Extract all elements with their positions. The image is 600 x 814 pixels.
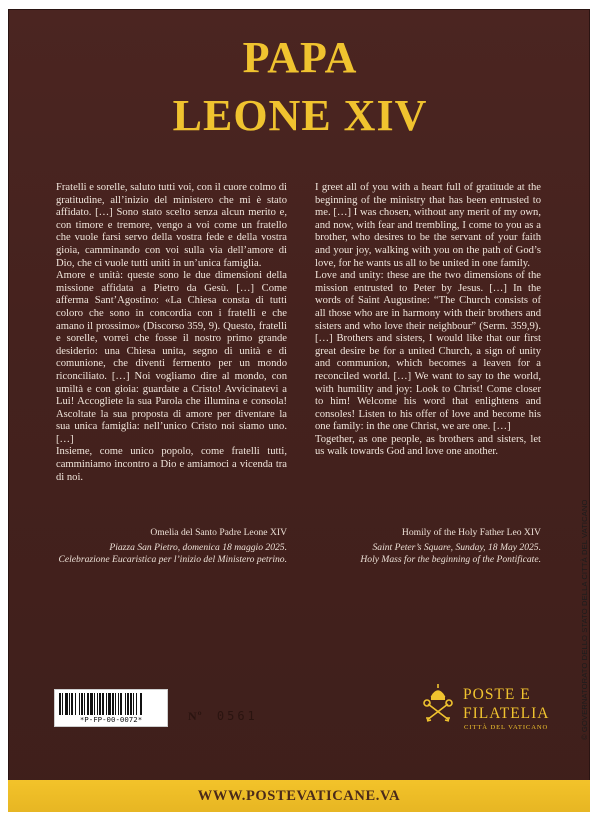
- italian-caption-title: Omelia del Santo Padre Leone XIV: [150, 527, 287, 538]
- italian-caption-line-1: Piazza San Pietro, domenica 18 maggio 2025.: [109, 542, 287, 554]
- english-paragraph: I greet all of you with a heart full of gratitude at the beginning of the ministry that has been entrusted to me. […] I was chosen, without any merit of my own, and now, with fear and trembling, I come to you as a brother, who desires to be the servant of your faith and your joy, walking with you on the path of God’s love, for he wants us all to be united in one family.: [315, 182, 541, 269]
- serial-value: 0561: [216, 709, 258, 723]
- brand-subtitle: CITTÀ DEL VATICANO: [464, 724, 549, 731]
- brand-line-1: POSTE E: [463, 686, 531, 703]
- italian-text-column: [56, 182, 287, 484]
- english-text-column: [315, 182, 541, 459]
- english-caption-line-2: Holy Mass for the beginning of the Pontificate.: [360, 554, 541, 566]
- italian-paragraph: Insieme, come unico popolo, come fratelli tutti, camminiamo incontro a Dio e amiamoci a vicenda tra di noi.: [56, 446, 287, 483]
- papal-keys-emblem-icon: [418, 682, 458, 724]
- footer-bar: [8, 780, 590, 812]
- english-paragraph: Together, as one people, as brothers and sisters, let us walk towards God and love one another.: [315, 433, 541, 458]
- copyright-vertical-text: © GOVERNATORATO DELLO STATO DELLA CITTÀ DEL VATICANO: [580, 499, 589, 740]
- brand-line-2: FILATELIA: [463, 705, 550, 722]
- italian-caption-line-2: Celebrazione Eucaristica per l’inizio del Ministero petrino.: [58, 554, 287, 566]
- footer-website-link[interactable]: WWW.POSTEVATICANE.VA: [197, 787, 401, 804]
- title-line-2: LEONE XIV: [172, 91, 428, 140]
- title-line-1: PAPA: [242, 33, 358, 82]
- english-caption: [315, 527, 541, 567]
- serial-number: [188, 709, 258, 724]
- english-paragraph: Love and unity: these are the two dimensions of the mission entrusted to Peter by Jesus. […] In the words of Saint Augustine: “The Church consists of all those who are in harmony with their brothers and sisters and who love their neighbour” (Serm. 359,9). […] Brothers and sisters, I would like that our first great desire be for a united Church, a sign of unity and communion, which becomes a leaven for a reconciled world. […] We want to say to the world, with humility and joy: Look to Christ! Come closer to him! Welcome his word that enlightens and consoles! Listen to his offer of love and become his one family: in the one Christ, we are one. […]: [315, 270, 541, 433]
- barcode: [54, 689, 168, 727]
- italian-caption: [56, 527, 287, 567]
- english-caption-title: Homily of the Holy Father Leo XIV: [401, 527, 541, 538]
- english-caption-line-1: Saint Peter’s Square, Sunday, 18 May 2025.: [372, 542, 541, 554]
- barcode-number: *P-FP-00-0072*: [79, 715, 143, 724]
- serial-label: Nº: [188, 709, 203, 723]
- barcode-bars: [59, 693, 163, 715]
- italian-paragraph: Fratelli e sorelle, saluto tutti voi, con il cuore colmo di gratitudine, all’inizio del ministero che mi è stato affidato. […] Sono stato scelto senza alcun merito e, con timore e tremore, vengo a voi come un fratello che vuole farsi servo della vostra fede e della vostra gioia, camminando con voi sulla via dell’amore di Dio, che ci vuole tutti uniti in un’unica famiglia.: [56, 182, 287, 269]
- italian-paragraph: Amore e unità: queste sono le due dimensioni della missione affidata a Pietro da Gesù. […] Come afferma Sant’Agostino: «La Chiesa consta di tutti coloro che sono in concordia con i fratelli e che amano il prossimo» (Discorso 359, 9). Questo, fratelli e sorelle, vorrei che fosse il nostro primo grande desiderio: una Chiesa unita, segno di unità e di comunione, che diventi fermento per un mondo riconciliato. […] Noi vogliamo dire al mondo, con umiltà e con gioia: guardate a Cristo! Avvicinatevi a Lui! Accogliete la sua Parola che illumina e consola! Ascoltate la sua proposta di amore per diventare la sua unica famiglia: nell’unico Cristo noi siamo uno. […]: [56, 270, 287, 445]
